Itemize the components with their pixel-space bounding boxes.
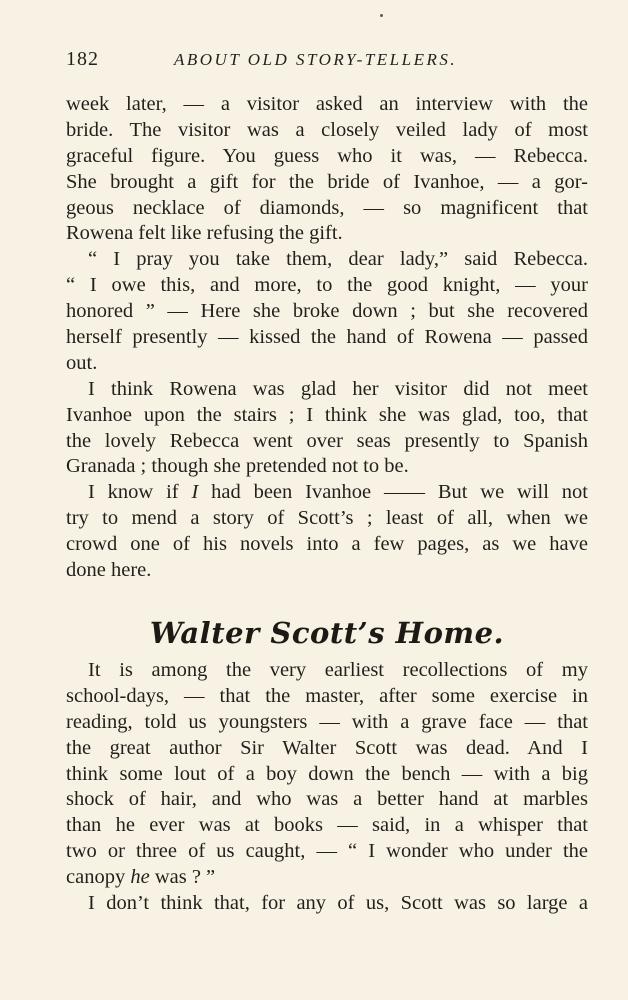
text-line: two or three of us caught, — “ I wonder who under the bbox=[66, 840, 588, 863]
text-line: crowd one of his novels into a few pages, as we have bbox=[66, 533, 588, 556]
section-text-ivanhoe bbox=[66, 92, 588, 584]
text-line: bride. The visitor was a closely veiled lady of most bbox=[66, 118, 588, 141]
text-line: Rowena felt like refusing the gift. bbox=[66, 222, 343, 245]
text-line: think some lout of a boy down the bench — with a big bbox=[66, 762, 588, 785]
text-line: graceful figure. You guess who it was, — Rebecca. bbox=[66, 144, 588, 167]
text-line: than he ever was at books — said, in a whisper that bbox=[66, 814, 588, 837]
page-header bbox=[66, 48, 588, 74]
text-line: the great author Sir Walter Scott was dead. And I bbox=[66, 736, 588, 759]
section-text-walter-scotts-home bbox=[66, 658, 588, 917]
page-number: 182 bbox=[66, 48, 99, 70]
running-title: ABOUT OLD STORY-TELLERS. bbox=[174, 50, 458, 69]
text-line: I don’t think that, for any of us, Scott was so large a bbox=[88, 892, 588, 915]
text-line: She brought a gift for the bride of Ivanhoe, — a gor- bbox=[66, 170, 588, 193]
ink-speck bbox=[380, 14, 383, 17]
text-line: out. bbox=[66, 351, 98, 374]
text-line: reading, told us youngsters — with a grave face — that bbox=[66, 710, 588, 733]
italic-word: I bbox=[191, 481, 199, 504]
italic-word: he bbox=[130, 866, 150, 889]
text-line bbox=[66, 480, 588, 506]
text-line: school-days, — that the master, after some exercise in bbox=[66, 684, 588, 707]
text-line: “ I pray you take them, dear lady,” said Rebecca. bbox=[88, 248, 588, 271]
text-line: week later, — a visitor asked an interview with the bbox=[66, 93, 588, 115]
text-segment: I know if bbox=[88, 481, 192, 504]
section-heading: Walter Scott’s Home. bbox=[149, 616, 505, 650]
text-line: shock of hair, and who was a better hand at marbles bbox=[66, 788, 588, 811]
text-line: I think Rowena was glad her visitor did not meet bbox=[88, 377, 588, 400]
text-segment: was ? ” bbox=[149, 866, 216, 889]
text-line: “ I owe this, and more, to the good knight, — your bbox=[66, 274, 588, 297]
text-line: It is among the very earliest recollections of my bbox=[88, 659, 588, 681]
text-line: geous necklace of diamonds, — so magnificent that bbox=[66, 196, 588, 219]
text-line: Granada ; though she pretended not to be. bbox=[66, 455, 409, 478]
text-segment: canopy bbox=[66, 866, 131, 889]
text-line bbox=[66, 865, 588, 891]
text-line: try to mend a story of Scott’s ; least of all, when we bbox=[66, 507, 588, 530]
text-line: the lovely Rebecca went over seas presently to Spanish bbox=[66, 429, 588, 452]
text-line: herself presently — kissed the hand of Rowena — passed bbox=[66, 326, 588, 349]
text-line: honored ” — Here she broke down ; but she recovered bbox=[66, 300, 588, 323]
text-line: Ivanhoe upon the stairs ; I think she was glad, too, that bbox=[66, 403, 588, 426]
text-segment: had been Ivanhoe —— But we will not bbox=[198, 481, 588, 504]
text-line: done here. bbox=[66, 559, 152, 582]
